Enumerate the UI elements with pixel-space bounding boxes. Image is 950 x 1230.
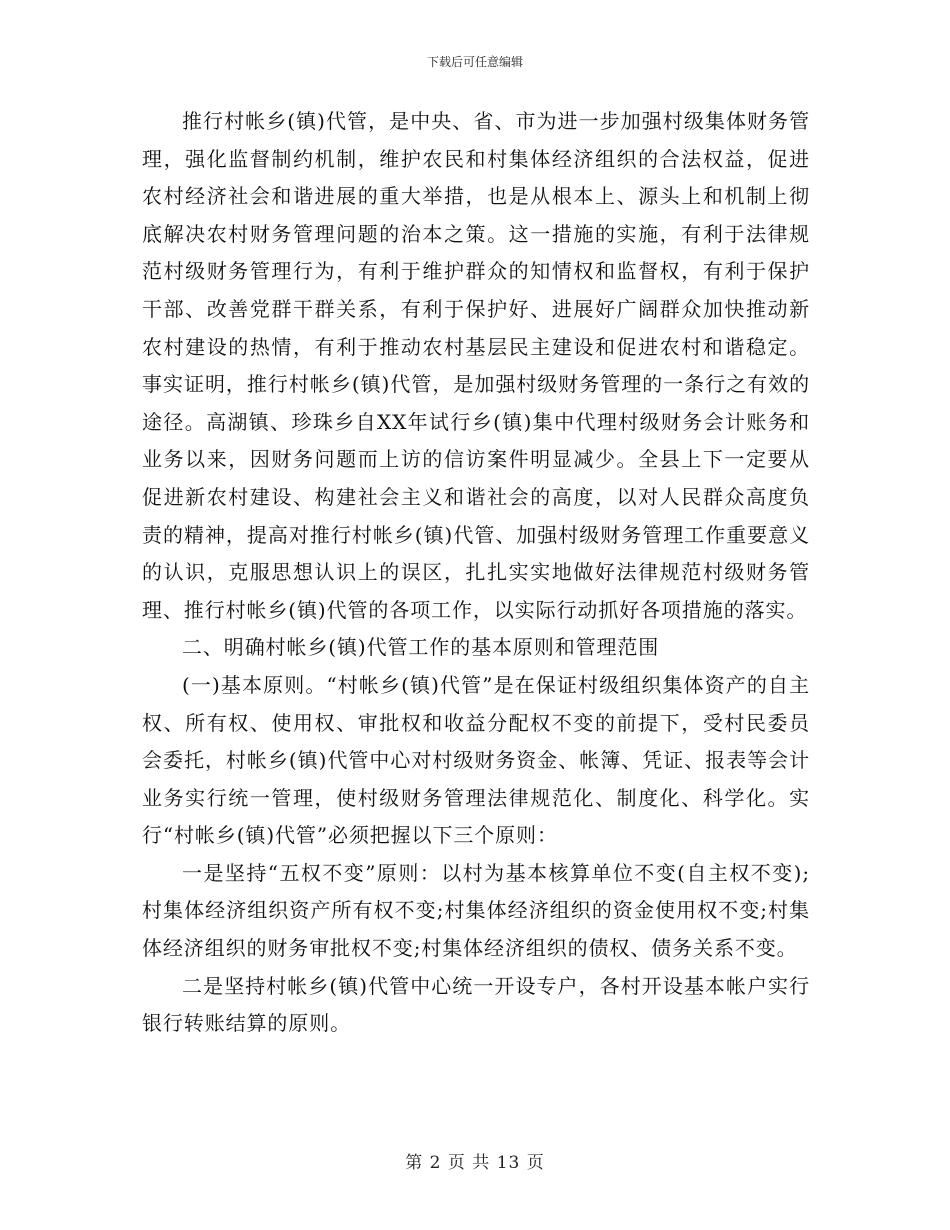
- page-number-footer: 第 2 页 共 13 页: [405, 1153, 545, 1173]
- document-body: [142, 103, 810, 1043]
- section-heading: 二、明确村帐乡(镇)代管工作的基本原则和管理范围: [182, 635, 660, 660]
- page-header-note: 下载后可任意编辑: [426, 55, 523, 69]
- paragraph-intro: 推行村帐乡(镇)代管，是中央、省、市为进一步加强村级集体财务管理，强化监督制约机制，维护农民和村集体经济组织的合法权益，促进农村经济社会和谐进展的重大举措，也是从根本上、源头上和机制上彻底解决农村财务管理问题的治本之策。这一措施的实施，有利于法律规范村级财务管理行为，有利于维护群众的知情权和监督权，有利于保护干部、改善党群干群关系，有利于保护好、进展好广阔群众加快推动新农村建设的热情，有利于推动农村基层民主建设和促进农村和谐稳定。事实证明，推行村帐乡(镇)代管，是加强村级财务管理的一条行之有效的途径。高湖镇、珍珠乡自XX年试行乡(镇)集中代理村级财务会计账务和业务以来，因财务问题而上访的信访案件明显减少。全县上下一定要从促进新农村建设、构建社会主义和谐社会的高度，以对人民群众高度负责的精神，提高对推行村帐乡(镇)代管、加强村级财务管理工作重要意义的认识，克服思想认识上的误区，扎扎实实地做好法律规范村级财务管理、推行村帐乡(镇)代管的各项工作，以实际行动抓好各项措施的落实。: [142, 109, 810, 622]
- paragraph-principle-two: 二是坚持村帐乡(镇)代管中心统一开设专户，各村开设基本帐户实行银行转账结算的原则。: [142, 973, 810, 1036]
- paragraph-basic-principles: (一)基本原则。“村帐乡(镇)代管”是在保证村级组织集体资产的自主权、所有权、使用权、审批权和收益分配权不变的前提下，受村民委员会委托，村帐乡(镇)代管中心对村级财务资金、帐簿、凭证、报表等会计业务实行统一管理，使村级财务管理法律规范化、制度化、科学化。实行“村帐乡(镇)代管”必须把握以下三个原则：: [142, 672, 810, 848]
- paragraph-principle-one: 一是坚持“五权不变”原则：以村为基本核算单位不变(自主权不变);村集体经济组织资产所有权不变;村集体经济组织的资金使用权不变;村集体经济组织的财务审批权不变;村集体经济组织的债权、债务关系不变。: [142, 860, 810, 961]
